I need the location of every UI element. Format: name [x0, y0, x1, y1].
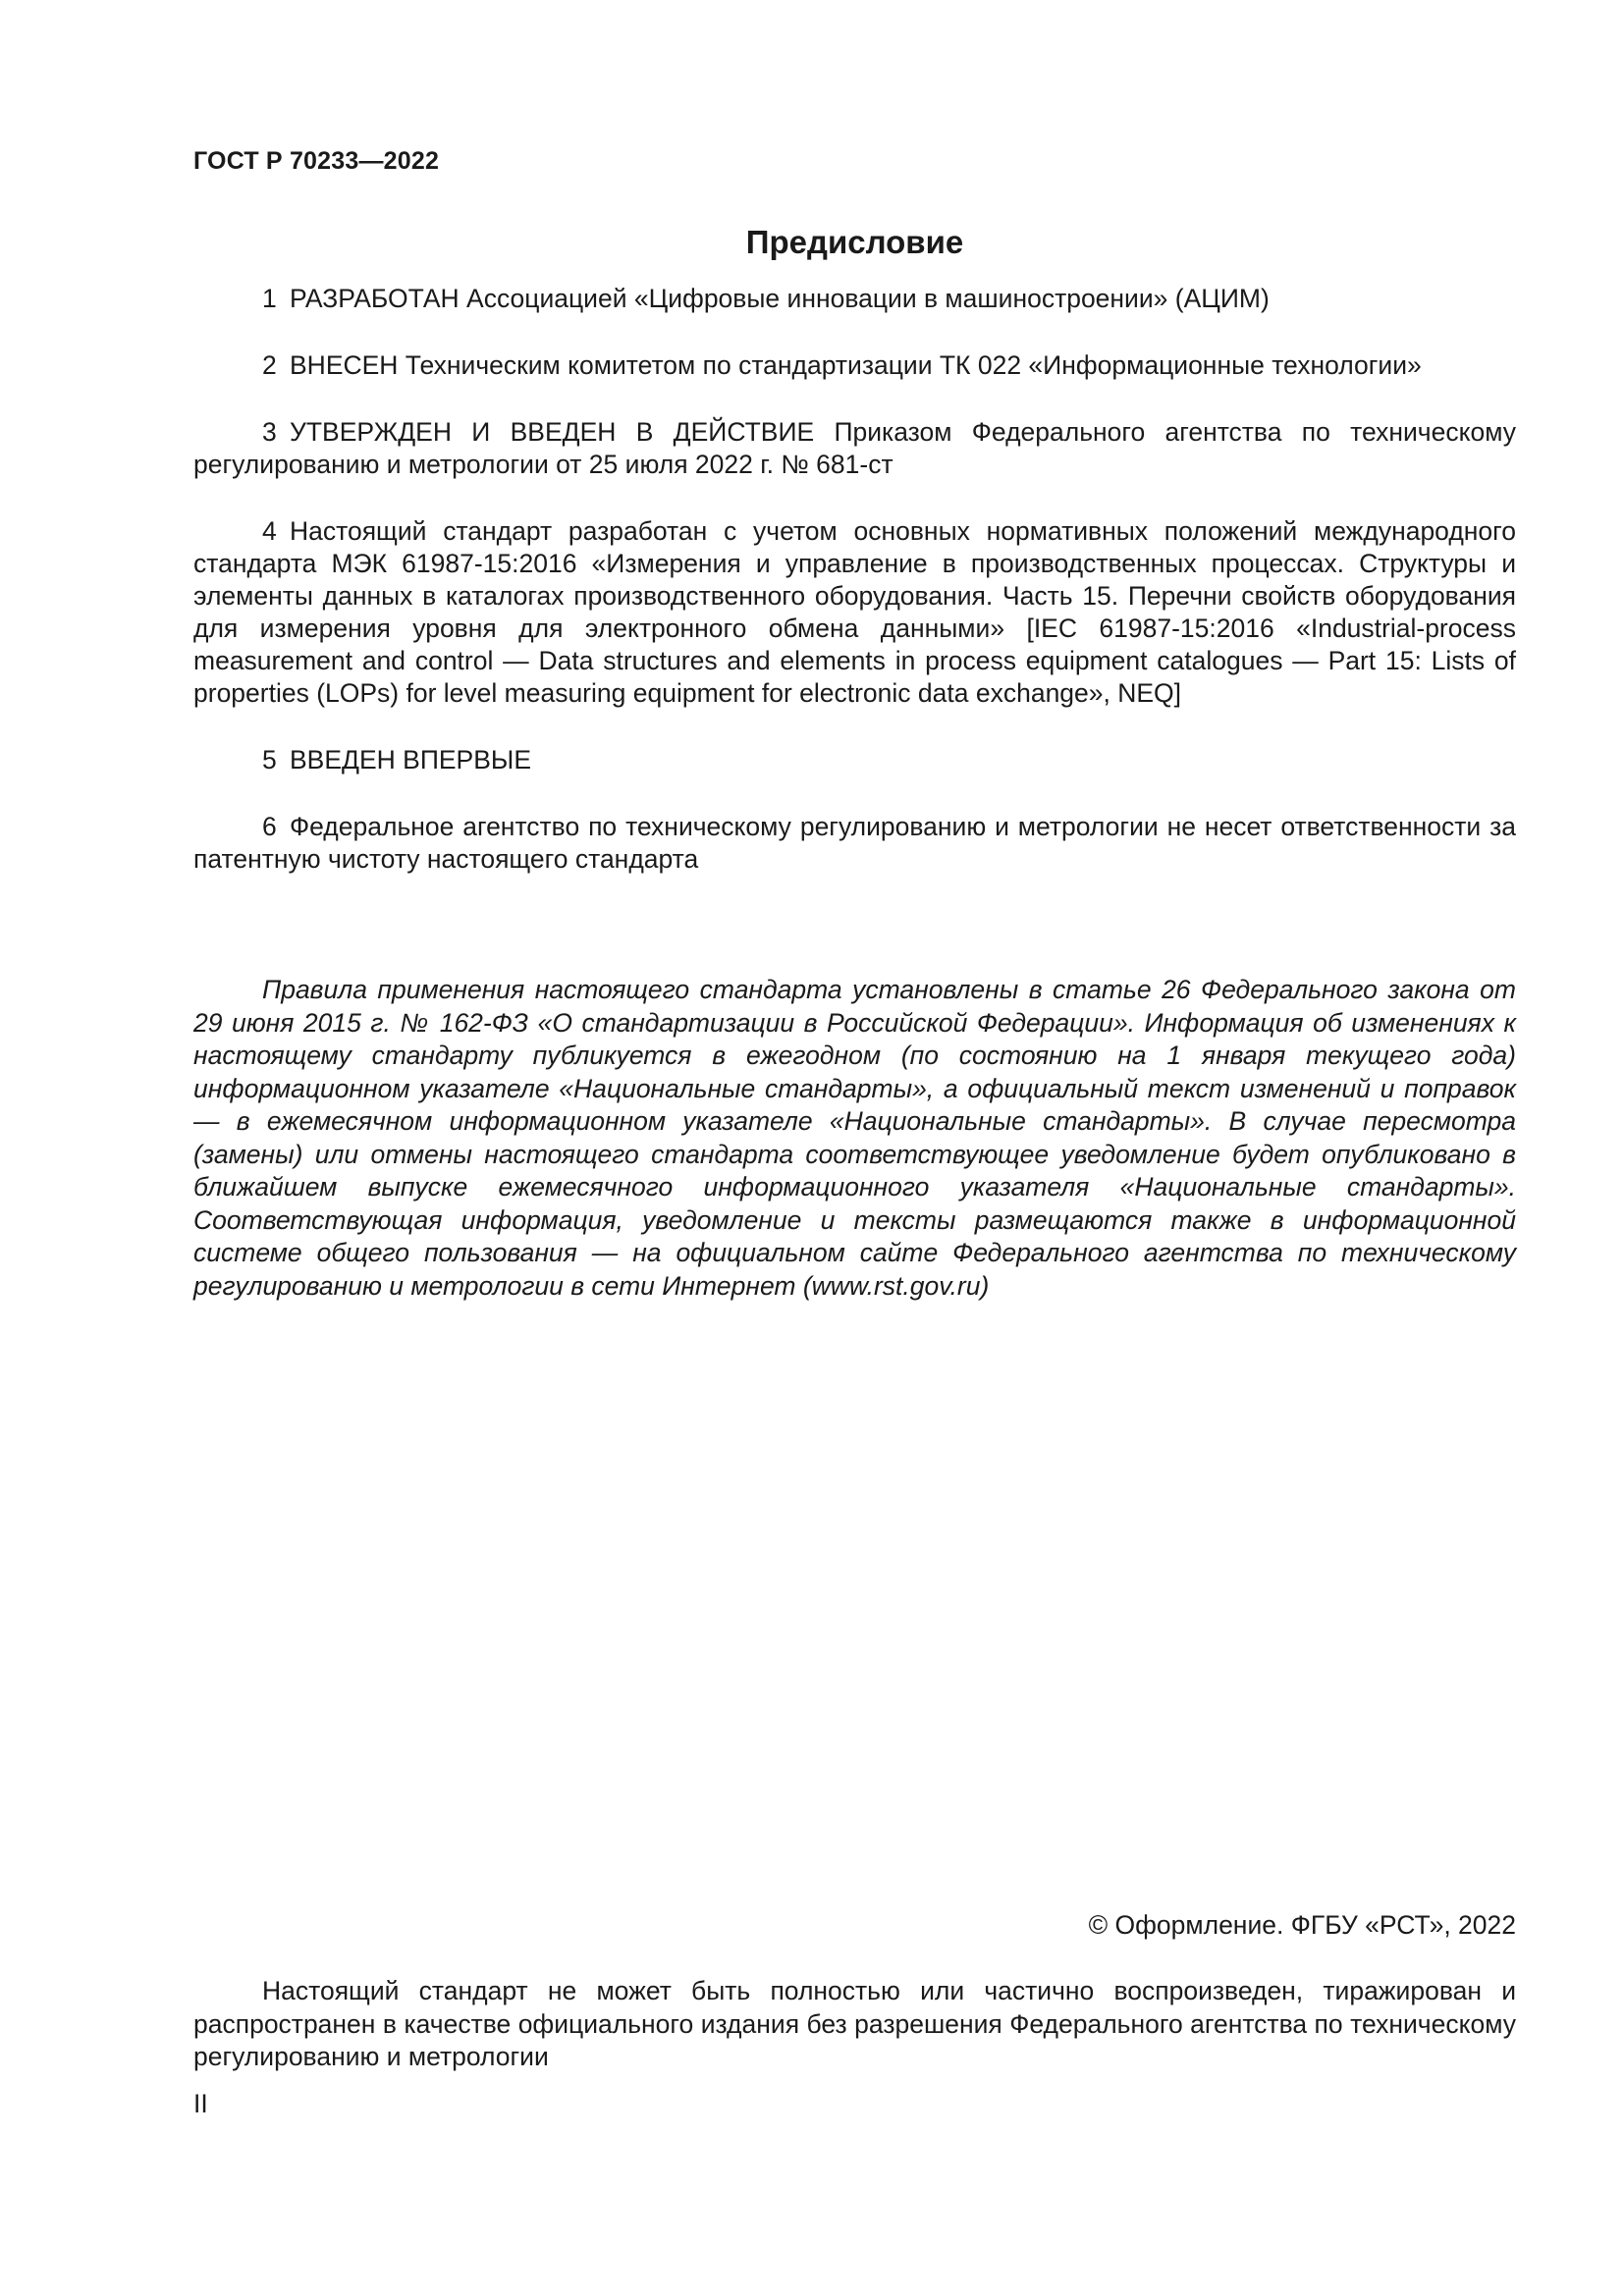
item-number: 6	[262, 812, 277, 841]
item-number: 4	[262, 516, 277, 546]
foreword-item-1	[193, 283, 1516, 315]
item-text: Федеральное агентство по техническому регулированию и метрологии не несет ответственности за патентную чистоту настоящего стандарта	[193, 812, 1516, 874]
item-number: 2	[262, 350, 277, 380]
foreword-item-5	[193, 744, 1516, 776]
item-text: ВВЕДЕН ВПЕРВЫЕ	[290, 745, 532, 774]
rules-notice: Правила применения настоящего стандарта установлены в статье 26 Федерального закона от 29 июня 2015 г. № 162-ФЗ «О стандартизации в Российской Федерации». Информация об изменениях к настоящему стандарту публикуется в ежегодном (по состоянию на 1 января текущего года) информационном указателе «Национальные стандарты», а официальный текст изменений и поправок — в ежемесячном информационном указателе «Национальные стандарты». В случае пересмотра (замены) или отмены настоящего стандарта соответствующее уведомление будет опубликовано в ближайшем выпуске ежемесячного информационного указателя «Национальные стандарты». Соответствующая информация, уведомление и тексты размещаются также в информационной системе общего пользования — на официальном сайте Федерального агентства по техническому регулированию и метрологии в сети Интернет (www.rst.gov.ru)	[193, 975, 1516, 1301]
document-code: ГОСТ Р 70233—2022	[193, 147, 440, 175]
item-text: УТВЕРЖДЕН И ВВЕДЕН В ДЕЙСТВИЕ Приказом Федерального агентства по техническому регулированию и метрологии от 25 июля 2022 г. № 681-ст	[193, 417, 1516, 479]
foreword-item-2	[193, 349, 1516, 382]
foreword-item-6	[193, 811, 1516, 876]
foreword-item-3	[193, 416, 1516, 481]
item-text: РАЗРАБОТАН Ассоциацией «Цифровые инновации в машиностроении» (АЦИМ)	[290, 284, 1270, 313]
foreword-list	[193, 283, 1516, 910]
item-number: 1	[262, 284, 277, 313]
page-title: Предисловие	[745, 224, 964, 260]
reproduction-notice: Настоящий стандарт не может быть полностью или частично воспроизведен, тиражирован и распространен в качестве официального издания без разрешения Федерального агентства по техническому регулированию и метрологии	[193, 1976, 1516, 2071]
page-number: II	[193, 2089, 208, 2118]
item-text: ВНЕСЕН Техническим комитетом по стандартизации ТК 022 «Информационные технологии»	[290, 350, 1422, 380]
item-number: 3	[262, 417, 277, 447]
copyright-line: © Оформление. ФГБУ «РСТ», 2022	[1088, 1910, 1516, 1940]
item-text: Настоящий стандарт разработан с учетом основных нормативных положений международного стандарта МЭК 61987-15:2016 «Измерения и управление в производственных процессах. Структуры и элементы данных в каталогах производственного оборудования. Часть 15. Перечни свойств оборудования для измерения уровня для электронного обмена данными» [IEC 61987-15:2016 «Industrial-process measurement and control — Data structures and elements in process equipment catalogues — Part 15: Lists of properties (LOPs) for level measuring equipment for electronic data exchange», NEQ]	[193, 516, 1516, 708]
foreword-item-4	[193, 515, 1516, 710]
item-number: 5	[262, 745, 277, 774]
